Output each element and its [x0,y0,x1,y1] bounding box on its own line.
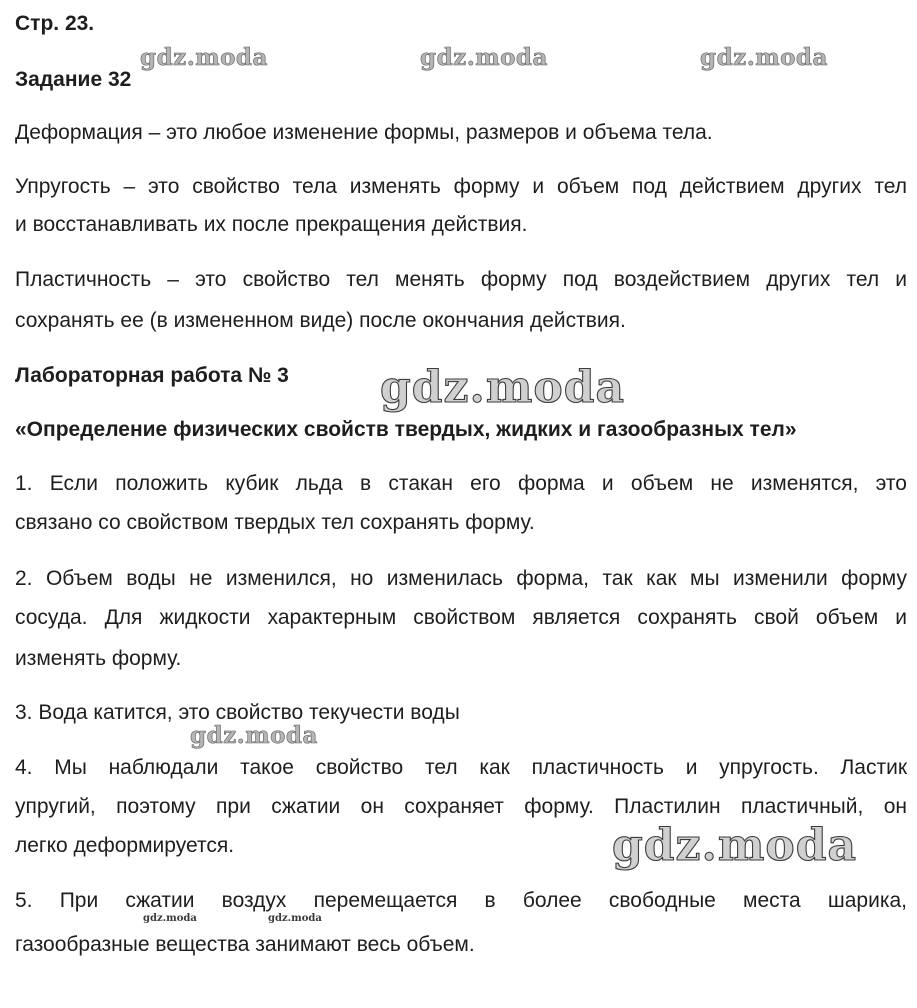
lab-title: Лабораторная работа № 3 [15,364,289,387]
answer-3-line-1: 3. Вода катится, это свойство текучести воды [15,701,460,724]
watermark-logo-tiny: gdz.moda [143,913,197,924]
definition-plasticity-line-2: сохранять ее (в измененном виде) после окончания действия. [15,309,626,332]
definition-plasticity-line-1: Пластичность – это свойство тел менять форму под воздействием других тел и [15,268,907,291]
answer-5-line-2: газообразные вещества занимают весь объем. [15,933,475,956]
definition-deformation: Деформация – это любое изменение формы, размеров и объема тела. [15,121,713,144]
watermark-logo: gdz.moda [420,44,548,71]
answer-4-line-3: легко деформируется. [15,834,235,857]
watermark-logo-tiny: gdz.moda [268,913,322,924]
answer-1-line-2: связано со свойством твердых тел сохранять форму. [15,511,535,534]
watermark-logo-large: gdz.moda [612,820,858,871]
answer-4-line-1: 4. Мы наблюдали такое свойство тел как пластичность и упругость. Ластик [15,756,907,779]
watermark-logo: gdz.moda [190,722,318,749]
page-number-heading: Стр. 23. [15,12,95,35]
watermark-logo: gdz.moda [700,44,828,71]
watermark-logo: gdz.moda [140,44,268,71]
definition-elasticity-line-2: и восстанавливать их после прекращения действия. [15,213,528,236]
answer-5-line-1: 5. При сжатии воздух перемещается в более свободные места шарика, [15,889,907,912]
answer-2-line-3: изменять форму. [15,647,182,670]
answer-2-line-1: 2. Объем воды не изменился, но изменилась форма, так как мы изменили форму [15,567,907,590]
definition-elasticity-line-1: Упругость – это свойство тела изменять форму и объем под действием других тел [15,175,907,198]
watermark-logo-large: gdz.moda [380,362,626,413]
task-heading: Задание 32 [15,68,132,91]
answer-1-line-1: 1. Если положить кубик льда в стакан его форма и объем не изменятся, это [15,472,907,495]
answer-2-line-2: сосуда. Для жидкости характерным свойством является сохранять свой объем и [15,606,907,629]
answer-4-line-2: упругий, поэтому при сжатии он сохраняет форму. Пластилин пластичный, он [15,795,907,818]
lab-subtitle: «Определение физических свойств твердых, жидких и газообразных тел» [15,418,797,441]
